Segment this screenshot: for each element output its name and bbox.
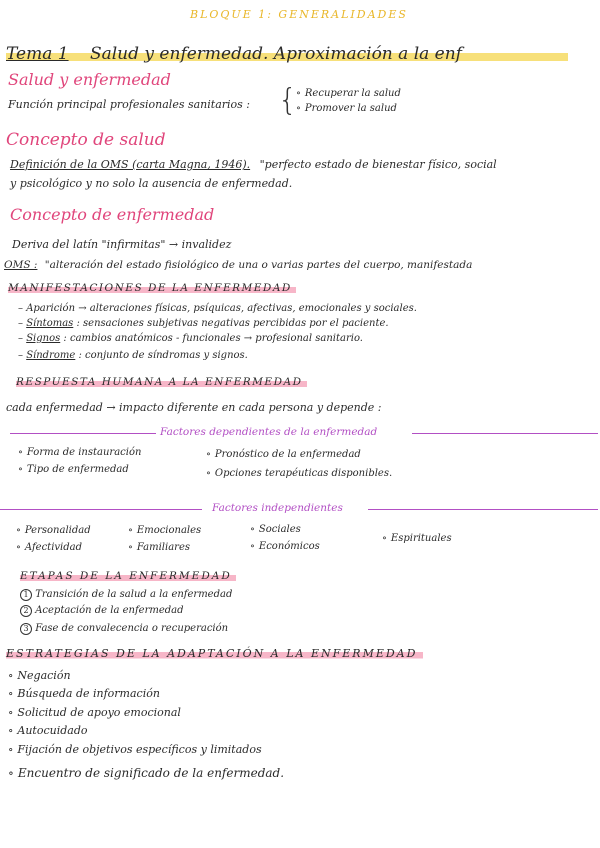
estrategia-item-2: ∘ Búsqueda de información — [8, 687, 160, 700]
factor-dep-4: ∘ Opciones terapéuticas disponibles. — [206, 468, 392, 479]
manifestacion-item-3: – Signos : cambios anatómicos - funcionales → profesional sanitario. — [18, 333, 363, 344]
factor-dep-3: ∘ Pronóstico de la enfermedad — [206, 449, 361, 460]
factores-independientes-rule-right — [368, 509, 598, 510]
factor-indep-personalidad: ∘ Personalidad — [16, 525, 91, 536]
factores-independientes-heading: Factores independientes — [212, 502, 343, 514]
concepto-salud-heading: Concepto de salud — [6, 130, 166, 150]
tema-title: Salud y enfermedad. Aproximación a la enf — [89, 44, 462, 64]
manifestacion-item-1: – Aparición → alteraciones físicas, psíquicas, afectivas, emocionales y sociales. — [18, 303, 417, 314]
manifestacion-item-4: – Síndrome : conjunto de síndromas y signos. — [18, 350, 248, 361]
manifestacion-text-4: : conjunto de síndromas y signos. — [78, 350, 248, 361]
manifestacion-label-3: Signos — [26, 333, 61, 344]
estrategia-item-6: ∘ Encuentro de significado de la enfermedad. — [8, 766, 284, 780]
manifestaciones-heading: MANIFESTACIONES DE LA ENFERMEDAD — [8, 282, 296, 294]
oms-def-text-1: "perfecto estado de bienestar físico, social — [259, 158, 497, 171]
factor-indep-economicos: ∘ Económicos — [250, 541, 320, 552]
etapas-heading: ETAPAS DE LA ENFERMEDAD — [20, 570, 236, 582]
brace-icon: { — [278, 83, 298, 118]
etapa-item-1 — [20, 589, 232, 601]
etapa-text-2: Aceptación de la enfermedad — [35, 605, 184, 616]
factor-indep-familiares: ∘ Familiares — [128, 542, 190, 553]
estrategias-heading: ESTRATEGIAS DE LA ADAPTACIÓN A LA ENFERMEDAD — [6, 647, 423, 660]
factor-indep-espirituales: ∘ Espirituales — [382, 533, 452, 544]
salud-enfermedad-heading: Salud y enfermedad — [8, 70, 171, 89]
concepto-enfermedad-heading: Concepto de enfermedad — [10, 205, 215, 224]
factores-independientes-rule-left — [0, 509, 202, 510]
oms-enfermedad-row — [4, 259, 472, 271]
oms-def-text-2: y psicológico y no solo la ausencia de enfermedad. — [10, 177, 293, 190]
etapa-item-2 — [20, 605, 184, 617]
funcion-item-1: ∘ Recuperar la salud — [296, 88, 401, 99]
manifestacion-label-4: Síndrome — [26, 350, 76, 361]
funcion-item-2: ∘ Promover la salud — [296, 103, 397, 114]
respuesta-text: cada enfermedad → impacto diferente en cada persona y depende : — [6, 401, 382, 414]
factores-dependientes-rule-left — [10, 433, 156, 434]
manifestacion-item-2: – Síntomas : sensaciones subjetivas negativas percibidas por el paciente. — [18, 318, 389, 329]
etapa-num-2: 2 — [20, 605, 32, 617]
estrategia-item-1: ∘ Negación — [8, 669, 71, 682]
oms-enfermedad-text: "alteración del estado fisiológico de una o varias partes del cuerpo, manifestada — [44, 259, 473, 271]
manifestacion-text-3: : cambios anatómicos - funcionales → profesional sanitario. — [63, 333, 363, 344]
factores-dependientes-rule-right — [412, 433, 598, 434]
oms-def-row — [10, 158, 497, 171]
estrategia-item-5: ∘ Fijación de objetivos específicos y limitados — [8, 743, 262, 756]
factor-dep-1: ∘ Forma de instauración — [18, 447, 141, 458]
factores-dependientes-heading: Factores dependientes de la enfermedad — [160, 426, 378, 438]
estrategia-item-4: ∘ Autocuidado — [8, 724, 88, 737]
manifestacion-label-1: Aparición — [26, 303, 76, 314]
tema-label: Tema 1 — [6, 44, 69, 64]
factor-dep-2: ∘ Tipo de enfermedad — [18, 464, 129, 475]
oms-def-label: Definición de la OMS (carta Magna, 1946). — [10, 158, 251, 171]
etapa-item-3 — [20, 623, 228, 635]
respuesta-heading: RESPUESTA HUMANA A LA ENFERMEDAD — [16, 376, 307, 388]
manifestacion-text-1: → alteraciones físicas, psíquicas, afectivas, emocionales y sociales. — [78, 303, 417, 314]
tema-title-row — [6, 44, 568, 64]
etapa-text-1: Transición de la salud a la enfermedad — [35, 589, 233, 600]
manifestacion-text-2: : sensaciones subjetivas negativas percibidas por el paciente. — [76, 318, 389, 329]
funcion-principal-label: Función principal profesionales sanitarios : — [8, 98, 251, 111]
deriva-text: Deriva del latín "infirmitas" → invalidez — [12, 238, 232, 251]
oms-enfermedad-label: OMS : — [4, 259, 38, 271]
etapa-num-3: 3 — [20, 623, 32, 635]
factor-indep-sociales: ∘ Sociales — [250, 524, 301, 535]
estrategia-item-3: ∘ Solicitud de apoyo emocional — [8, 706, 181, 719]
factor-indep-afectividad: ∘ Afectividad — [16, 542, 82, 553]
page-header: BLOQUE 1: GENERALIDADES — [190, 8, 408, 21]
manifestacion-label-2: Síntomas — [26, 318, 74, 329]
etapa-num-1: 1 — [20, 589, 32, 601]
factor-indep-emocionales: ∘ Emocionales — [128, 525, 201, 536]
etapa-text-3: Fase de convalecencia o recuperación — [35, 623, 229, 634]
